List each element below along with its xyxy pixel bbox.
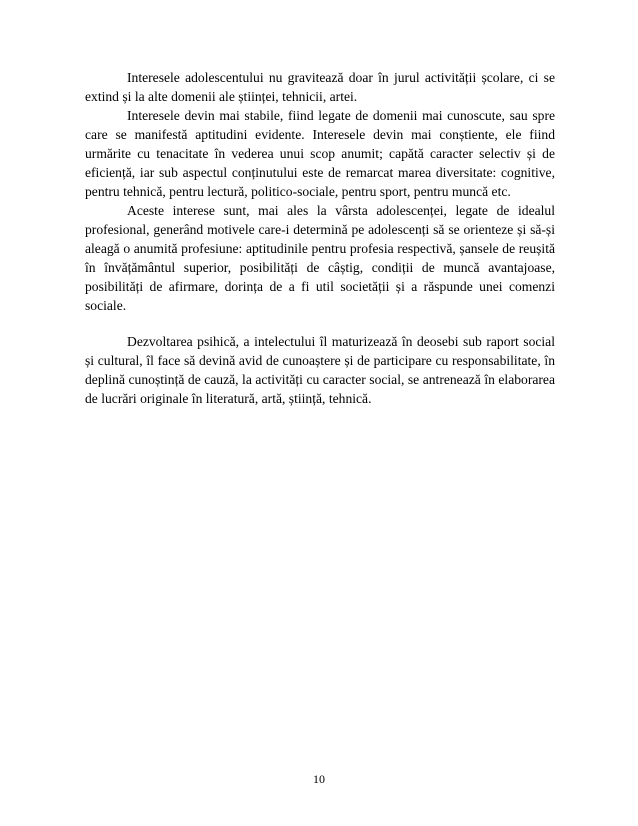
paragraph-professional-ideal: Aceste interese sunt, mai ales la vârsta adolescenței, legate de idealul profesional, generând motivele care-i determină pe adolescenți să se orienteze și să-și aleagă o anumită profesiune: aptitudinile pentru profesia respectivă, șansele de reușită în învățământul superior, posibilități de câștig, condiții de muncă avantajoase, posibilități de afirmare, dorința de a fi util societății și a răspunde unei comenzi sociale. [85,203,555,313]
paragraph-psychic-development: Dezvoltarea psihică, a intelectului îl maturizează în deosebi sub raport social și cultural, îl face să devină avid de cunoaștere și de participare cu responsabilitate, în deplină cunoștință de cauză, la activități cu caracter social, se antrenează în elaborarea de lucrări originale în literatură, artă, știință, tehnică. [85,334,555,406]
paragraph-interests-overview: Interesele adolescentului nu gravitează doar în jurul activității școlare, ci se extind și la alte domenii ale științei, tehnicii, artei. [85,70,555,104]
page-body [85,68,555,408]
paragraph-interests-stability: Interesele devin mai stabile, fiind legate de domenii mai cunoscute, sau spre care se manifestă aptitudini evidente. Interesele devin mai conștiente, ele fiind urmărite cu tenacitate în vederea unui scop anumit; capătă caracter selectiv și de eficiență, iar sub aspectul conținutului este de remarcat marea diversitate: cognitive, pentru tehnică, pentru lectură, politico-sociale, pentru sport, pentru muncă etc. [85,108,555,199]
paragraph-spacer [85,315,555,332]
page-number: 10 [313,772,325,786]
